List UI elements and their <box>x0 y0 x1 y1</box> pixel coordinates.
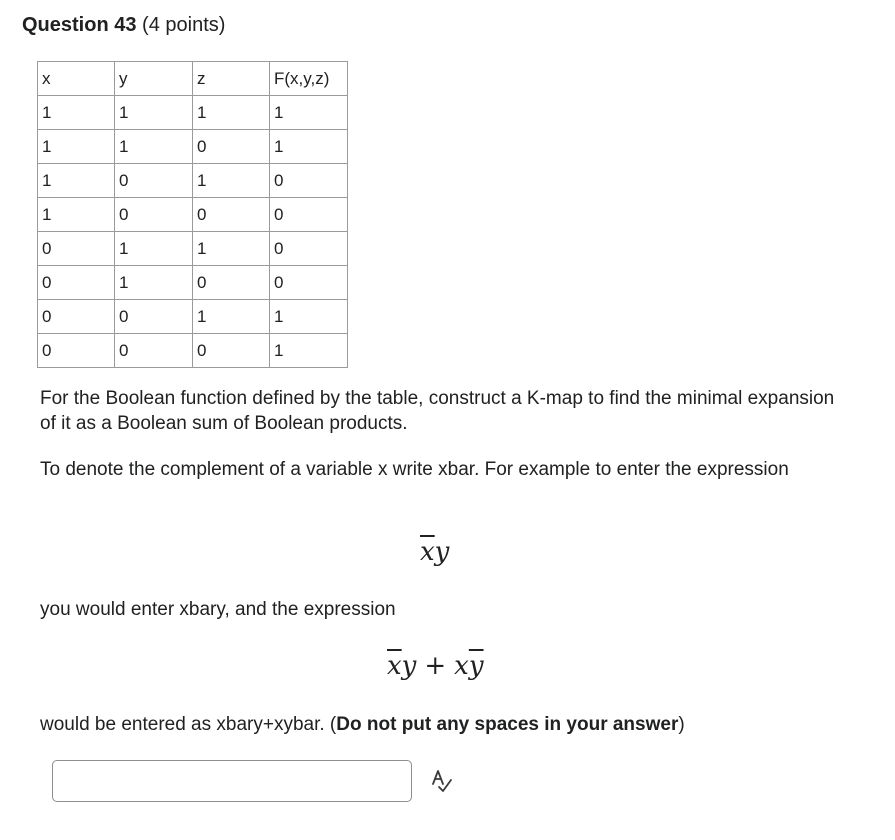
table-row <box>38 266 348 300</box>
cell-y: 1 <box>115 266 193 300</box>
column-header-f: F(x,y,z) <box>270 62 348 96</box>
cell-z: 1 <box>193 232 270 266</box>
question-header <box>22 12 225 38</box>
cell-f: 1 <box>270 130 348 164</box>
math-var-y: y <box>401 651 417 681</box>
cell-y: 1 <box>115 130 193 164</box>
truth-table <box>37 61 348 368</box>
math-var-x: x <box>454 651 469 681</box>
instruction-paragraph-1: For the Boolean function defined by the table, construct a K-map to find the minimal expansion of it as a Boolean sum of Boolean products. <box>40 388 835 434</box>
math-var-ybar: $\overline{y}$ <box>468 651 484 681</box>
cell-z: 0 <box>193 130 270 164</box>
cell-f: 1 <box>270 96 348 130</box>
instruction-paragraph-4 <box>40 712 850 737</box>
math-expression-sum <box>387 651 484 681</box>
column-header-z: z <box>193 62 270 96</box>
cell-f: 0 <box>270 266 348 300</box>
cell-z: 1 <box>193 164 270 198</box>
table-row <box>38 300 348 334</box>
cell-x: 0 <box>38 232 115 266</box>
column-header-y: y <box>115 62 193 96</box>
table-row <box>38 334 348 368</box>
cell-f: 0 <box>270 198 348 232</box>
cell-y: 0 <box>115 300 193 334</box>
math-plus: + <box>424 651 447 681</box>
instruction-p4-prefix: would be entered as xbary+xybar. ( <box>40 714 337 735</box>
cell-x: 0 <box>38 266 115 300</box>
spell-check-icon-svg <box>429 768 455 794</box>
table-header-row <box>38 62 348 96</box>
cell-z: 0 <box>193 266 270 300</box>
instruction-p4-suffix: ) <box>678 714 685 735</box>
cell-f: 1 <box>270 334 348 368</box>
question-title: Question 43 <box>22 14 137 36</box>
table-row <box>38 198 348 232</box>
cell-x: 1 <box>38 96 115 130</box>
question-points: (4 points) <box>142 14 226 36</box>
cell-z: 1 <box>193 96 270 130</box>
cell-z: 0 <box>193 198 270 232</box>
cell-y: 1 <box>115 232 193 266</box>
math-expression-xbar-y <box>420 537 449 567</box>
cell-x: 1 <box>38 130 115 164</box>
instruction-p4-bold: Do not put any spaces in your answer <box>336 714 679 735</box>
math-var-xbar: $\overline{x}$ <box>387 651 402 681</box>
cell-z: 1 <box>193 300 270 334</box>
cell-f: 0 <box>270 164 348 198</box>
cell-f: 1 <box>270 300 348 334</box>
cell-y: 0 <box>115 334 193 368</box>
instruction-paragraph-2: To denote the complement of a variable x write xbar. For example to enter the expression <box>40 459 789 480</box>
table-row <box>38 130 348 164</box>
answer-input[interactable] <box>52 760 412 802</box>
column-header-x: x <box>38 62 115 96</box>
table-row <box>38 96 348 130</box>
cell-y: 1 <box>115 96 193 130</box>
cell-x: 0 <box>38 300 115 334</box>
cell-y: 0 <box>115 198 193 232</box>
cell-z: 0 <box>193 334 270 368</box>
cell-f: 0 <box>270 232 348 266</box>
cell-x: 1 <box>38 164 115 198</box>
table-row <box>38 164 348 198</box>
table-row <box>38 232 348 266</box>
cell-x: 1 <box>38 198 115 232</box>
math-var-xbar: $\overline{x}$ <box>420 537 435 567</box>
instruction-paragraph-3: you would enter xbary, and the expression <box>40 599 396 620</box>
cell-y: 0 <box>115 164 193 198</box>
math-var-y: y <box>434 537 450 567</box>
cell-x: 0 <box>38 334 115 368</box>
spell-check-icon[interactable] <box>429 768 455 794</box>
